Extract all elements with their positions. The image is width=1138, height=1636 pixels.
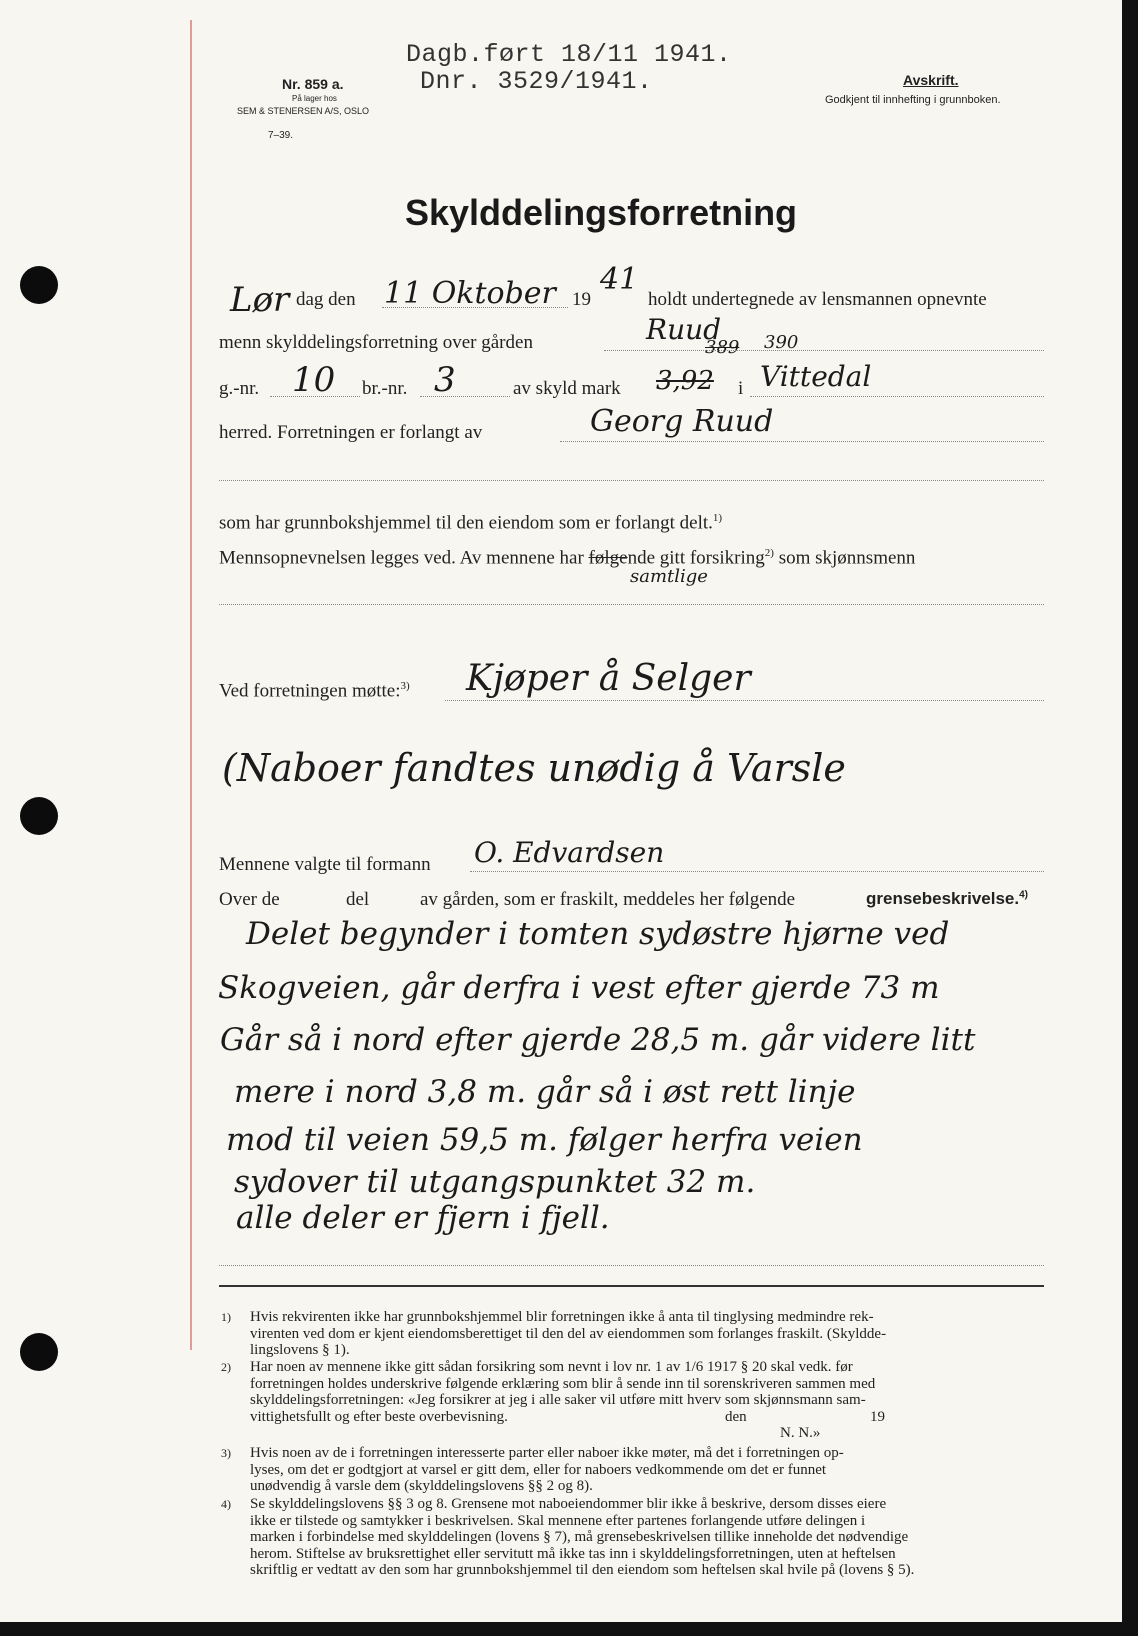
footnote-1: Hvis rekvirenten ikke har grunnbokshjemmel blir forretningen ikke å anta til tinglysing medmindre rek- virenten ved dom er kjent eiendomsberettiget til den del av eiendommen som forlanges fraskilt. (Skyldde- lingslovens § 1). [250, 1309, 887, 1358]
footnote-4: Se skylddelingslovens §§ 3 og 8. Grensene mot naboeiendommer blir ikke å beskrive, dersom disses eiere ikke er tilstede og samtykker i beskrivelsen. Skal mennene efter partenes forlangende utføre delingen i marken i forbindelse med skylddelingen (lovens § 7), må grensebeskrivelsen tillike inneholde det nødvendige herom. Stiftelse av bruksrettighet eller servitutt må ikke tas inn i skylddelingsforretningen, uten at heftelsen skriftlig er vedtatt av den som har grunnbokshjemmel til den eiendom som heftelsen skal hvile på (lovens § 5). [250, 1496, 915, 1578]
register-stamp-line2: Dnr. 3529/1941. [420, 67, 653, 96]
hw-requester: Georg Ruud [590, 404, 774, 439]
description-line: sydover til utgangspunktet 32 m. [234, 1164, 756, 1200]
footnote-3: Hvis noen av de i forretningen interesserte parter eller naboer ikke møter, må det i forretningen op- lyses, om det er godtgjort at varsel er gitt dem, eller for naboers vedkommende om det er funnet unødvendig å varsle dem (skylddelingslovens §§ 2 og 8). [250, 1445, 844, 1494]
hw-samtlige: samtlige [630, 566, 708, 587]
description-line: alle deler er fjern i fjell. [236, 1200, 610, 1236]
margin-rule [190, 20, 192, 1350]
hw-farm-name: Ruud [646, 313, 722, 346]
description-line: mere i nord 3,8 m. går så i øst rett linje [234, 1074, 856, 1110]
label-grunnbokshjemmel: som har grunnbokshjemmel til den eiendom som er forlangt delt.$^{1)}$ [219, 512, 723, 534]
form-number: Nr. 859 a. [282, 76, 344, 92]
label-mennsopnevnelsen: Mennsopnevnelsen legges ved. Av mennene har følgende gitt forsikring$^{2)}$ som skjønnsmenn [219, 547, 916, 569]
description-line: Går så i nord efter gjerde 28,5 m. går videre litt [220, 1022, 976, 1058]
label-dag-den: dag den [296, 289, 356, 310]
label-grensebeskrivelse: grensebeskrivelse.$^{4)}$ [866, 889, 1029, 908]
label-skyld-mark: av skyld mark [513, 378, 621, 399]
copy-label: Avskrift. [903, 72, 959, 88]
footnote-number: 3) [221, 1446, 231, 1460]
footnote-number: 2) [221, 1360, 231, 1374]
publisher-line1: På lager hos [292, 94, 337, 103]
copy-note: Godkjent til innhefting i grunnboken. [825, 94, 1001, 106]
label-i: i [738, 378, 744, 399]
footnote-divider [219, 1285, 1044, 1287]
punch-hole [20, 266, 58, 304]
hw-year: 41 [600, 262, 639, 297]
label-menn-over-garden: menn skylddelingsforretning over gården [219, 332, 533, 353]
description-line: Skogveien, går derfra i vest efter gjerde 73 m [218, 970, 940, 1006]
footnote-number: 1) [221, 1310, 231, 1324]
label-over-de: Over de [219, 889, 280, 910]
label-del: del [346, 889, 370, 910]
label-fraskilt: av gården, som er fraskilt, meddeles her følgende [420, 889, 796, 910]
label-gnr: g.-nr. [219, 378, 260, 399]
label-brnr: br.-nr. [362, 378, 408, 399]
hw-date: 11 Oktober [384, 276, 556, 311]
hw-herred: Vittedal [760, 360, 872, 393]
register-stamp-line1: Dagb.ført 18/11 1941. [406, 40, 732, 69]
footnote-number: 4) [221, 1497, 231, 1511]
hw-correction-new: 390 [764, 332, 799, 353]
hw-present: Kjøper å Selger [466, 658, 751, 699]
publisher-line2: SEM & STENERSEN A/S, OSLO [237, 106, 370, 116]
label-century: 19 [572, 289, 591, 310]
hw-bnr: 3 [434, 360, 456, 400]
label-ved-forretningen: Ved forretningen møtte:$^{3)}$ [219, 680, 410, 702]
label-forlangt-av: herred. Forretningen er forlangt av [219, 422, 483, 443]
description-line: mod til veien 59,5 m. følger herfra veien [226, 1122, 863, 1158]
hw-naboer: (Naboer fandtes unødig å Varsle [222, 746, 846, 790]
label-holdt: holdt undertegnede av lensmannen opnevnte [648, 289, 987, 310]
footnote-2: Har noen av mennene ikke gitt sådan forsikring som nevnt i lov nr. 1 av 1/6 1917 § 20 skal vedk. før forretningen holdes underskrive følgende erklæring som blir å sende inn til sorenskriveren sammen med skylddelingsforretningen: «Jeg forsikrer at jeg i alle saker vil utføre mitt hverv som skjønnsmann sam- vittighetsfullt og efter beste overbevisning. den 19 N. N.» [250, 1359, 885, 1441]
punch-hole [20, 1333, 58, 1371]
hw-weekday: Lør [230, 280, 290, 320]
label-formann: Mennene valgte til formann [219, 854, 431, 875]
hw-chairman: O. Edvardsen [474, 836, 665, 869]
hw-correction-old: 389 [705, 337, 740, 358]
document-title: Skylddelingsforretning [405, 192, 798, 233]
publisher-line3: 7–39. [268, 130, 294, 141]
punch-hole [20, 797, 58, 835]
hw-gnr: 10 [292, 360, 336, 400]
hw-skyld: 3,92 [656, 366, 714, 396]
description-line: Delet begynder i tomten sydøstre hjørne ved [246, 916, 950, 952]
